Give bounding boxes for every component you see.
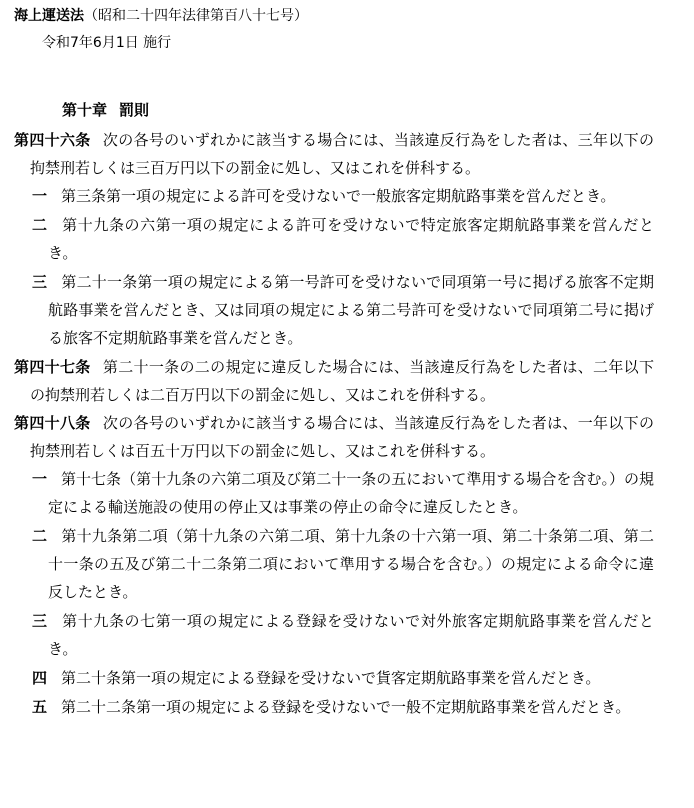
item-text: 第二十二条第一項の規定による登録を受けないで一般不定期航路事業を営んだとき。 xyxy=(61,698,631,716)
item-number: 一 xyxy=(32,470,48,488)
article-item xyxy=(32,693,654,721)
item-number: 五 xyxy=(32,698,48,716)
item-number: 二 xyxy=(32,216,48,234)
item-text: 第十九条の六第一項の規定による許可を受けないで特定旅客定期航路事業を営んだとき。 xyxy=(48,216,654,262)
item-text: 第十九条の七第一項の規定による登録を受けないで対外旅客定期航路事業を営んだとき。 xyxy=(48,612,654,658)
article-item xyxy=(32,465,654,521)
article-list xyxy=(0,126,694,722)
item-number: 一 xyxy=(32,187,48,205)
item-text: 第三条第一項の規定による許可を受けないで一般旅客定期航路事業を営んだとき。 xyxy=(61,187,616,205)
article xyxy=(0,353,694,409)
item-text: 第十七条（第十九条の六第二項及び第二十一条の五において準用する場合を含む。）の規定による輸送施設の使用の停止又は事業の停止の命令に違反したとき。 xyxy=(48,470,654,516)
article xyxy=(0,126,694,352)
item-number: 四 xyxy=(32,669,48,687)
article-caption: 第四十七条 xyxy=(14,358,91,376)
article-item xyxy=(32,664,654,692)
item-text: 第十九条第二項（第十九条の六第二項、第十九条の十六第一項、第二十条第二項、第二十一条の五及び第二十二条第二項において準用する場合を含む。）の規定による命令に違反したとき。 xyxy=(48,527,654,601)
article-item xyxy=(32,182,654,210)
chapter-number: 第十章 xyxy=(62,101,108,119)
law-title xyxy=(14,6,308,26)
enforcement-date: 令和7年6月1日 施行 xyxy=(42,35,172,51)
article-text: 次の各号のいずれかに該当する場合には、当該違反行為をした者は、三年以下の拘禁刑若しくは三百万円以下の罰金に処し、又はこれを併科する。 xyxy=(30,131,654,177)
article-text: 次の各号のいずれかに該当する場合には、当該違反行為をした者は、一年以下の拘禁刑若しくは百五十万円以下の罰金に処し、又はこれを併科する。 xyxy=(30,414,654,460)
chapter-title: 罰則 xyxy=(119,101,150,119)
item-number: 三 xyxy=(32,273,48,291)
article-item xyxy=(32,522,654,606)
item-text: 第二十一条第一項の規定による第一号許可を受けないで同項第一号に掲げる旅客不定期航路事業を営んだとき、又は同項の規定による第二号許可を受けないで同項第二号に掲げる旅客不定期航路事業を営んだとき。 xyxy=(48,273,654,347)
article-caption: 第四十八条 xyxy=(14,414,91,432)
law-number: （昭和二十四年法律第百八十七号） xyxy=(84,8,308,24)
article-text: 第二十一条の二の規定に違反した場合には、当該違反行為をした者は、二年以下の拘禁刑若しくは二百万円以下の罰金に処し、又はこれを併科する。 xyxy=(30,358,654,404)
item-number: 二 xyxy=(32,527,48,545)
article-paragraph xyxy=(14,409,654,465)
article-item xyxy=(32,607,654,663)
chapter-heading xyxy=(62,100,149,120)
article-paragraph xyxy=(14,126,654,182)
item-number: 三 xyxy=(32,612,48,630)
article-item xyxy=(32,211,654,267)
article-caption: 第四十六条 xyxy=(14,131,91,149)
article xyxy=(0,409,694,721)
item-text: 第二十条第一項の規定による登録を受けないで貨客定期航路事業を営んだとき。 xyxy=(61,669,601,687)
article-item xyxy=(32,268,654,352)
law-name: 海上運送法 xyxy=(14,8,84,24)
article-paragraph xyxy=(14,353,654,409)
